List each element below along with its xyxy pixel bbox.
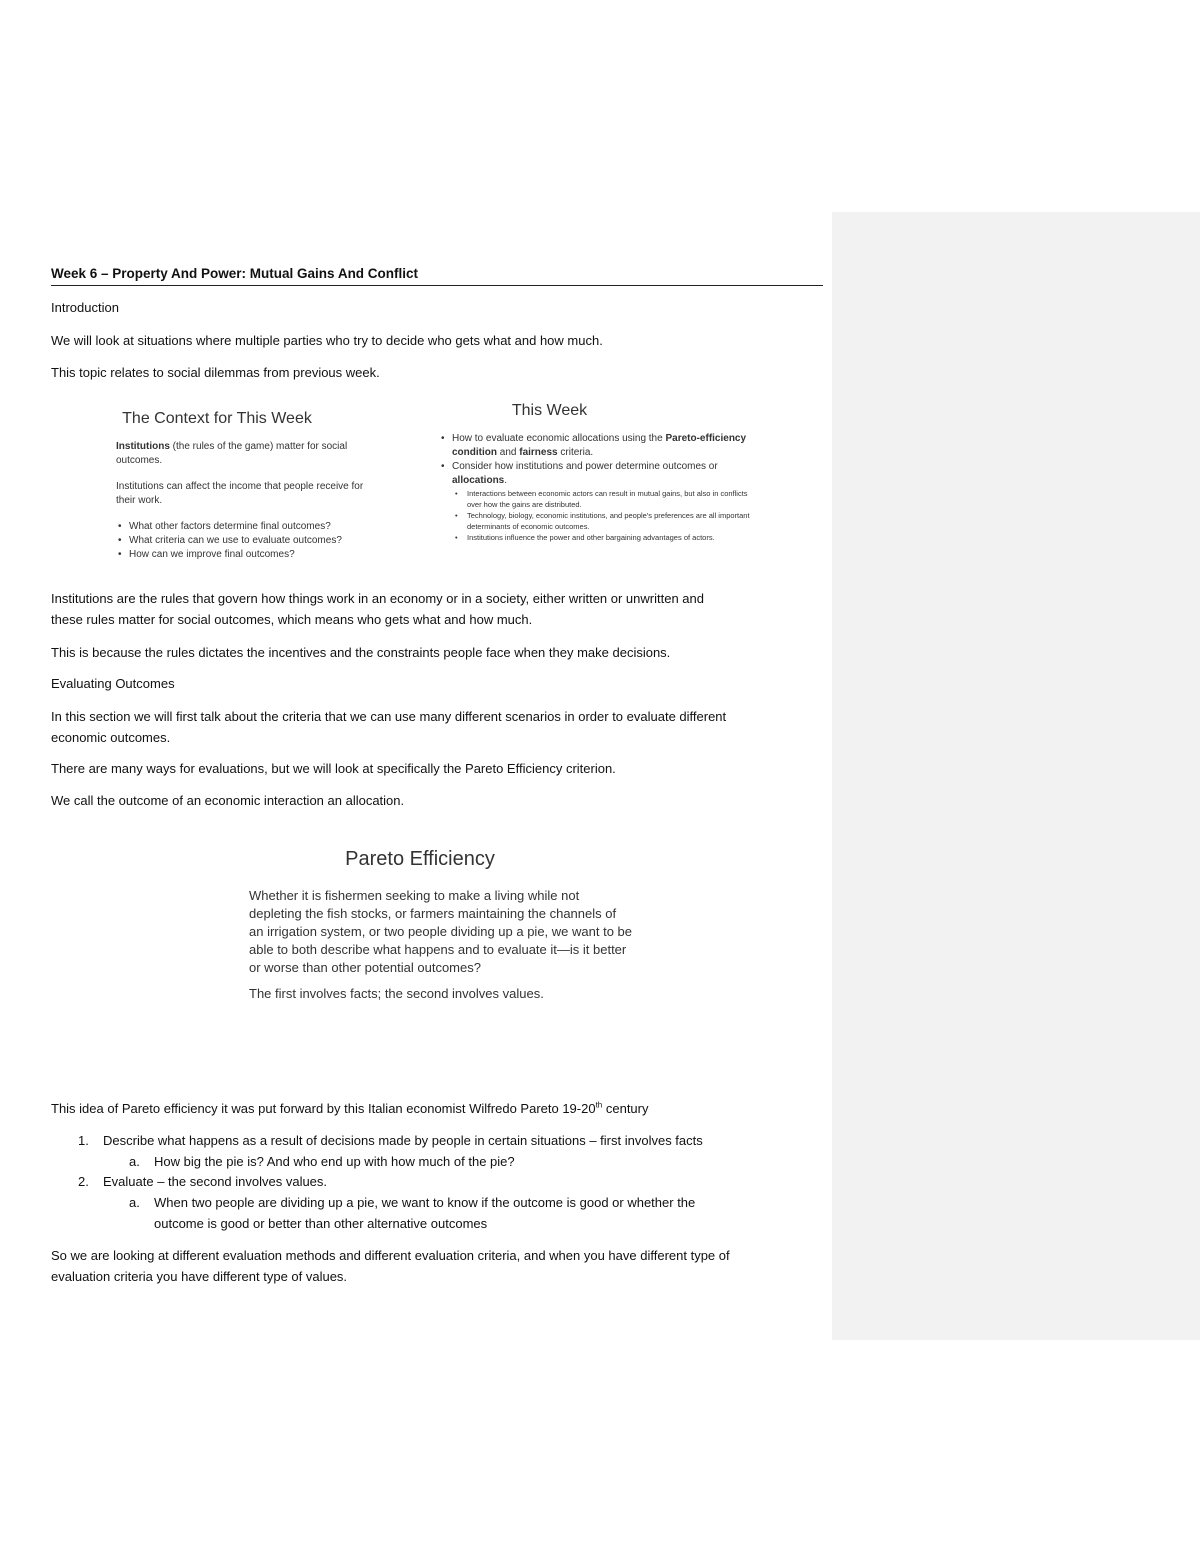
list-text: Evaluate – the second involves values. xyxy=(103,1174,328,1189)
sublist-text-line-2: outcome is good or better than other alternative outcomes xyxy=(154,1216,488,1231)
slide-bullet: • What other factors determine final outcomes? xyxy=(116,520,366,534)
slide-pareto-paragraph-2: The first involves facts; the second involves values. xyxy=(249,986,544,1001)
title-rule xyxy=(51,285,823,286)
slide-image-context xyxy=(62,398,750,560)
closing-paragraph-line-2: evaluation criteria you have different type of values. xyxy=(51,1269,348,1284)
slide-bullet xyxy=(439,432,751,460)
ordinal-suffix: th xyxy=(595,1100,603,1110)
slide-subbullet: • Interactions between economic actors can result in mutual gains, but also in conflicts over how the gains are distributed. xyxy=(453,488,751,510)
slide-text: Consider how institutions and power determine outcomes or xyxy=(452,461,718,472)
slide-text: and xyxy=(497,447,520,458)
closing-paragraph-line-1: So we are looking at different evaluation methods and different evaluation criteria, and when you have different type of xyxy=(51,1248,730,1263)
slide-pareto-title: Pareto Efficiency xyxy=(345,848,495,870)
sublist-letter: a. xyxy=(129,1154,140,1169)
slide-bullet: • How can we improve final outcomes? xyxy=(116,548,366,562)
slide-right-title: This Week xyxy=(511,402,588,419)
document-title: Week 6 – Property And Power: Mutual Gains And Conflict xyxy=(51,266,419,281)
evaluating-paragraph-line-2: economic outcomes. xyxy=(51,730,171,745)
pareto-origin-tail: century xyxy=(602,1101,649,1116)
institutions-paragraph-2: This is because the rules dictates the incentives and the constraints people face when they make decisions. xyxy=(51,645,671,660)
pareto-origin-paragraph xyxy=(51,1098,823,1119)
institutions-paragraph-line-1: Institutions are the rules that govern how things work in an economy or in a society, either written or unwritten and xyxy=(51,591,704,606)
slide-text: How to evaluate economic allocations using the xyxy=(452,433,666,444)
slide-bold-term: Pareto-efficiency condition xyxy=(452,433,747,458)
slide-image-pareto xyxy=(195,848,645,1038)
evaluating-paragraph-line-1: In this section we will first talk about the criteria that we can use many different scenarios in order to evaluate different xyxy=(51,709,727,724)
slide-subbullet: • Technology, biology, economic institutions, and people's preferences are all important determinants of economic outcomes. xyxy=(453,510,751,532)
intro-paragraph-1: We will look at situations where multiple parties who try to decide who gets what and how much. xyxy=(51,333,603,348)
sublist-text: How big the pie is? And who end up with how much of the pie? xyxy=(154,1154,515,1169)
slide-left-paragraph-2: Institutions can affect the income that people receive for their work. xyxy=(116,481,364,506)
slide-bold-term: fairness xyxy=(519,447,558,458)
sublist-letter: a. xyxy=(129,1195,140,1210)
slide-left-column xyxy=(62,398,372,562)
institutions-paragraph-line-2: these rules matter for social outcomes, which means who gets what and how much. xyxy=(51,612,533,627)
slide-subbullet: • Institutions influence the power and other bargaining advantages of actors. xyxy=(453,532,751,543)
list-number: 2. xyxy=(78,1174,89,1189)
pareto-origin-text: This idea of Pareto efficiency it was put forward by this Italian economist Wilfredo Pareto 19-20 xyxy=(51,1101,596,1116)
slide-text: (the rules of the game) matter for social outcomes. xyxy=(116,441,348,466)
slide-bold-term: allocations xyxy=(452,475,505,486)
slide-bold-term: Institutions xyxy=(116,441,170,452)
slide-bullet: • What criteria can we use to evaluate outcomes? xyxy=(116,534,366,548)
sublist-text-line-1: When two people are dividing up a pie, we want to know if the outcome is good or whether the xyxy=(154,1195,696,1210)
slide-right-column xyxy=(387,398,750,543)
evaluating-paragraph-2: There are many ways for evaluations, but we will look at specifically the Pareto Efficiency criterion. xyxy=(51,761,616,776)
intro-heading: Introduction xyxy=(51,300,119,315)
allocation-sentence: We call the outcome of an economic interaction an allocation. xyxy=(51,793,405,808)
slide-text: . xyxy=(504,475,508,486)
list-number: 1. xyxy=(78,1133,89,1148)
slide-bullet xyxy=(439,460,751,488)
slide-text: criteria. xyxy=(557,447,594,458)
list-text: Describe what happens as a result of decisions made by people in certain situations – first involves facts xyxy=(103,1133,703,1148)
comment-pane xyxy=(832,212,1200,1340)
slide-left-paragraph-1 xyxy=(116,440,366,468)
slide-right-bullets xyxy=(439,432,751,488)
slide-left-title: The Context for This Week xyxy=(122,410,312,427)
evaluating-heading: Evaluating Outcomes xyxy=(51,676,175,691)
slide-pareto-paragraph-1: Whether it is fishermen seeking to make a living while not depleting the fish stocks, or farmers maintaining the channels of an irrigation system, or two people dividing up a pie, we want to be able to both describe what happens and to evaluate it—is it better or worse than other potential outcomes? xyxy=(249,888,632,975)
slide-pareto-body xyxy=(249,887,634,1003)
slide-left-bullets xyxy=(116,520,366,562)
intro-paragraph-2: This topic relates to social dilemmas from previous week. xyxy=(51,365,380,380)
slide-right-subbullets xyxy=(439,488,751,543)
